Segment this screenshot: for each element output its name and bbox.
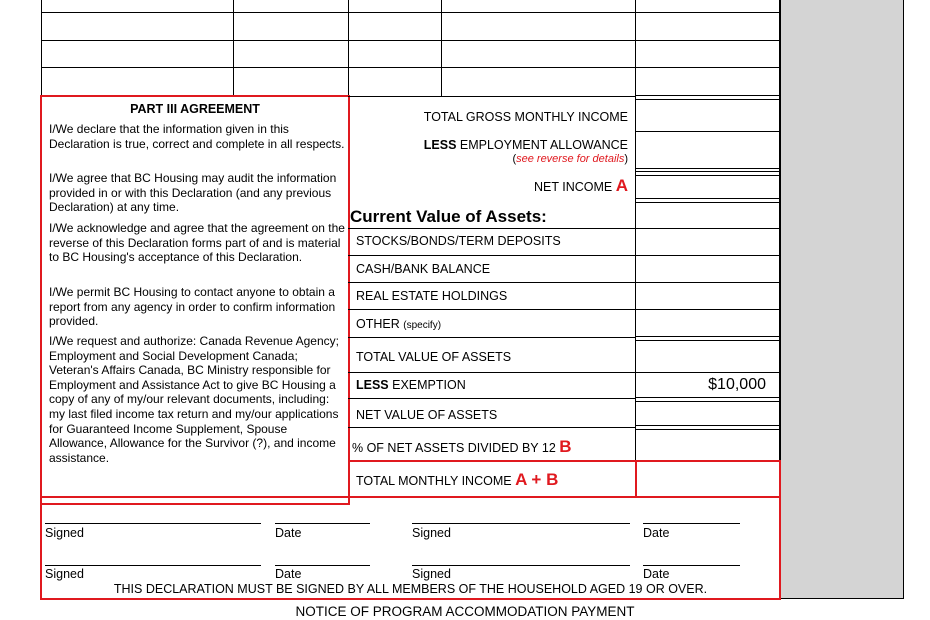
signed-label-4: Signed [412,567,451,581]
exemption-label: LESS EXEMPTION [356,378,466,392]
total-monthly-label: TOTAL MONTHLY INCOME A + B [356,470,559,489]
net-income-label: NET INCOME A [533,176,628,195]
agreement-paragraph-2: I/We agree that BC Housing may audit the information provided in or with this Declaration (and any previous Declaration) at any time. [49,171,337,215]
agreement-paragraph-4: I/We permit BC Housing to contact anyone to obtain a report from any agency in order to confirm information provided. [49,285,336,329]
pct-divided-label: % OF NET ASSETS DIVIDED BY 12 B [352,437,572,456]
net-value-label: NET VALUE OF ASSETS [356,408,498,422]
signing-notice: THIS DECLARATION MUST BE SIGNED BY ALL MEMBERS OF THE HOUSEHOLD AGED 19 OR OVER. [113,582,708,596]
signed-label-1: Signed [45,526,84,540]
next-section-title: NOTICE OF PROGRAM ACCOMMODATION PAYMENT [295,604,635,619]
agreement-paragraph-1: I/We declare that the information given in this Declaration is true, correct and complete in all respects. [49,122,345,151]
real-estate-label: REAL ESTATE HOLDINGS [356,289,508,303]
other-label: OTHER (specify) [356,317,442,331]
total-gross-income-label: TOTAL GROSS MONTHLY INCOME [423,110,628,124]
employment-allowance-label: LESS EMPLOYMENT ALLOWANCE [423,138,628,152]
gray-margin [780,0,904,599]
date-label-3: Date [275,567,302,581]
agreement-paragraph-3: I/We acknowledge and agree that the agreement on the reverse of this Declaration forms part of and is material to BC Housing's acceptance of this Declaration. [49,221,345,265]
agreement-paragraph-5: I/We request and authorize: Canada Revenue Agency; Employment and Social Development Canada; Veteran's Affairs Canada, BC Ministry responsible for Employment and Assistance Act to give BC Housing a copy of any of my/our relevant documents, including: my last filed income tax return and my/our applications for Guaranteed Income Supplement, Spouse Allowance, Allowance for the Survivor (?), and income assistance. [49,334,339,465]
stocks-label: STOCKS/BONDS/TERM DEPOSITS [356,234,561,248]
date-label-2: Date [643,526,670,540]
total-monthly-value-box[interactable] [635,460,781,498]
signed-label-3: Signed [45,567,84,581]
date-label-4: Date [643,567,670,581]
date-label-1: Date [275,526,302,540]
assets-heading: Current Value of Assets: [350,207,547,226]
agreement-title: PART III AGREEMENT [130,102,260,116]
signed-label-2: Signed [412,526,451,540]
cash-label: CASH/BANK BALANCE [356,262,491,276]
see-reverse-note: (see reverse for details) [512,153,628,165]
exemption-amount: $10,000 [708,376,766,393]
total-value-label: TOTAL VALUE OF ASSETS [356,350,512,364]
